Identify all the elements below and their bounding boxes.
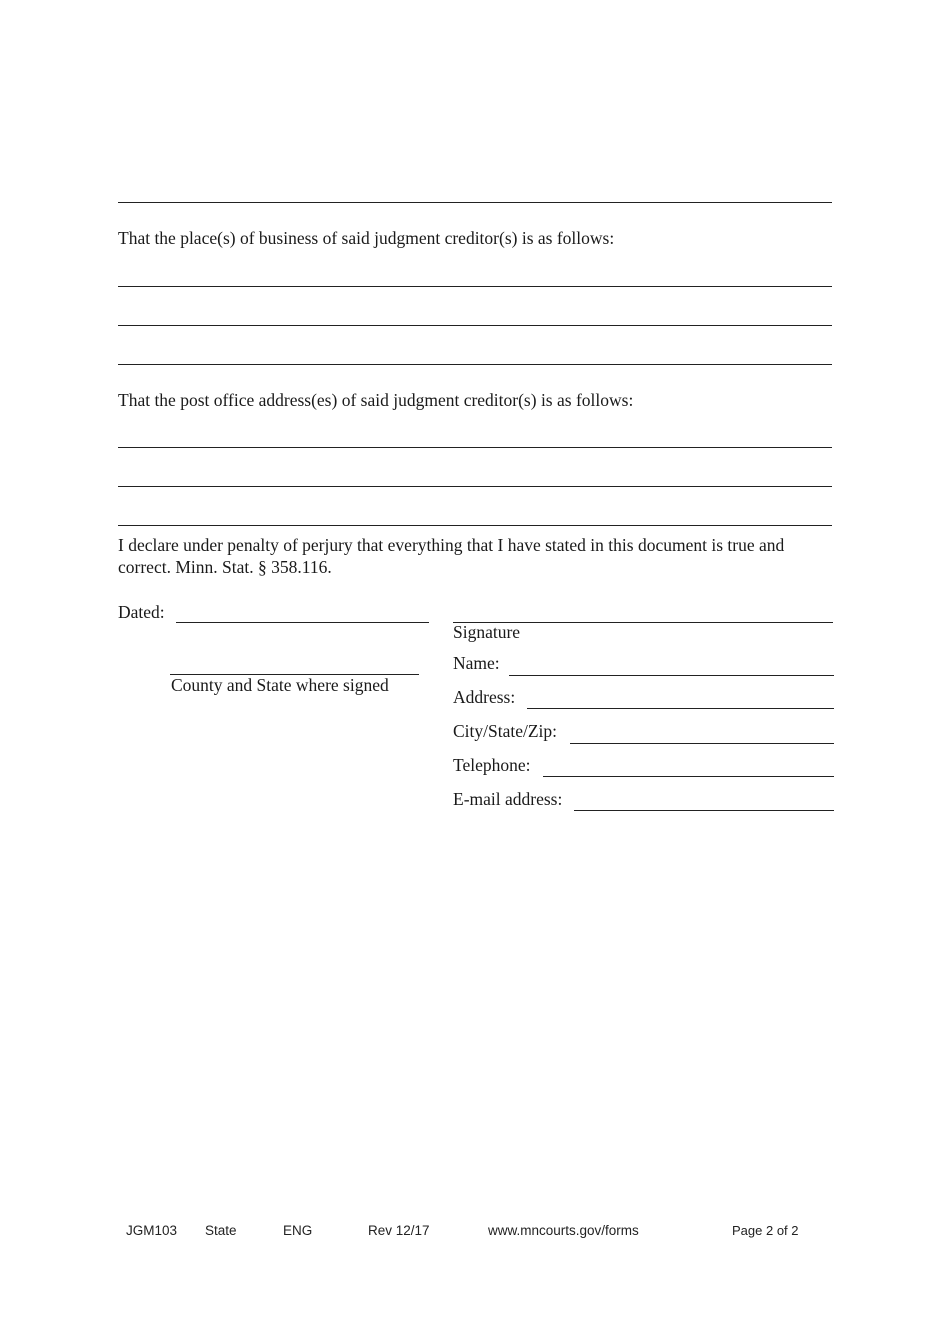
place-of-business-heading: That the place(s) of business of said judgment creditor(s) is as follows: (118, 228, 615, 248)
dated-label: Dated: (118, 602, 165, 622)
county-state-label: County and State where signed (171, 675, 389, 695)
name-label: Name: (453, 653, 500, 673)
dated-field[interactable] (176, 622, 429, 623)
address-field[interactable] (527, 708, 834, 709)
address-label: Address: (453, 687, 516, 707)
post-office-address-line-3[interactable] (118, 525, 832, 526)
email-field[interactable] (574, 810, 834, 811)
telephone-label: Telephone: (453, 755, 531, 775)
place-of-business-line-2[interactable] (118, 325, 832, 326)
post-office-address-heading: That the post office address(es) of said judgment creditor(s) is as follows: (118, 390, 634, 410)
footer-language: ENG (283, 1223, 313, 1238)
city-state-zip-field[interactable] (570, 743, 834, 744)
place-of-business-line-1[interactable] (118, 286, 832, 287)
city-state-zip-label: City/State/Zip: (453, 721, 558, 741)
footer-revision: Rev 12/17 (368, 1223, 430, 1238)
telephone-field[interactable] (543, 776, 834, 777)
email-label: E-mail address: (453, 789, 563, 809)
footer-jurisdiction: State (205, 1223, 237, 1238)
post-office-address-line-2[interactable] (118, 486, 832, 487)
post-office-address-line-1[interactable] (118, 447, 832, 448)
perjury-declaration: I declare under penalty of perjury that everything that I have stated in this document is true and correct. Minn. Stat. § 358.116. (118, 535, 785, 577)
name-field[interactable] (509, 675, 834, 676)
signature-label: Signature (453, 622, 521, 642)
footer-url[interactable]: www.mncourts.gov/forms (488, 1223, 639, 1238)
footer-page-number: Page 2 of 2 (732, 1223, 799, 1238)
top-continuation-line[interactable] (118, 202, 832, 203)
footer-form-id: JGM103 (126, 1223, 178, 1238)
place-of-business-line-3[interactable] (118, 364, 832, 365)
